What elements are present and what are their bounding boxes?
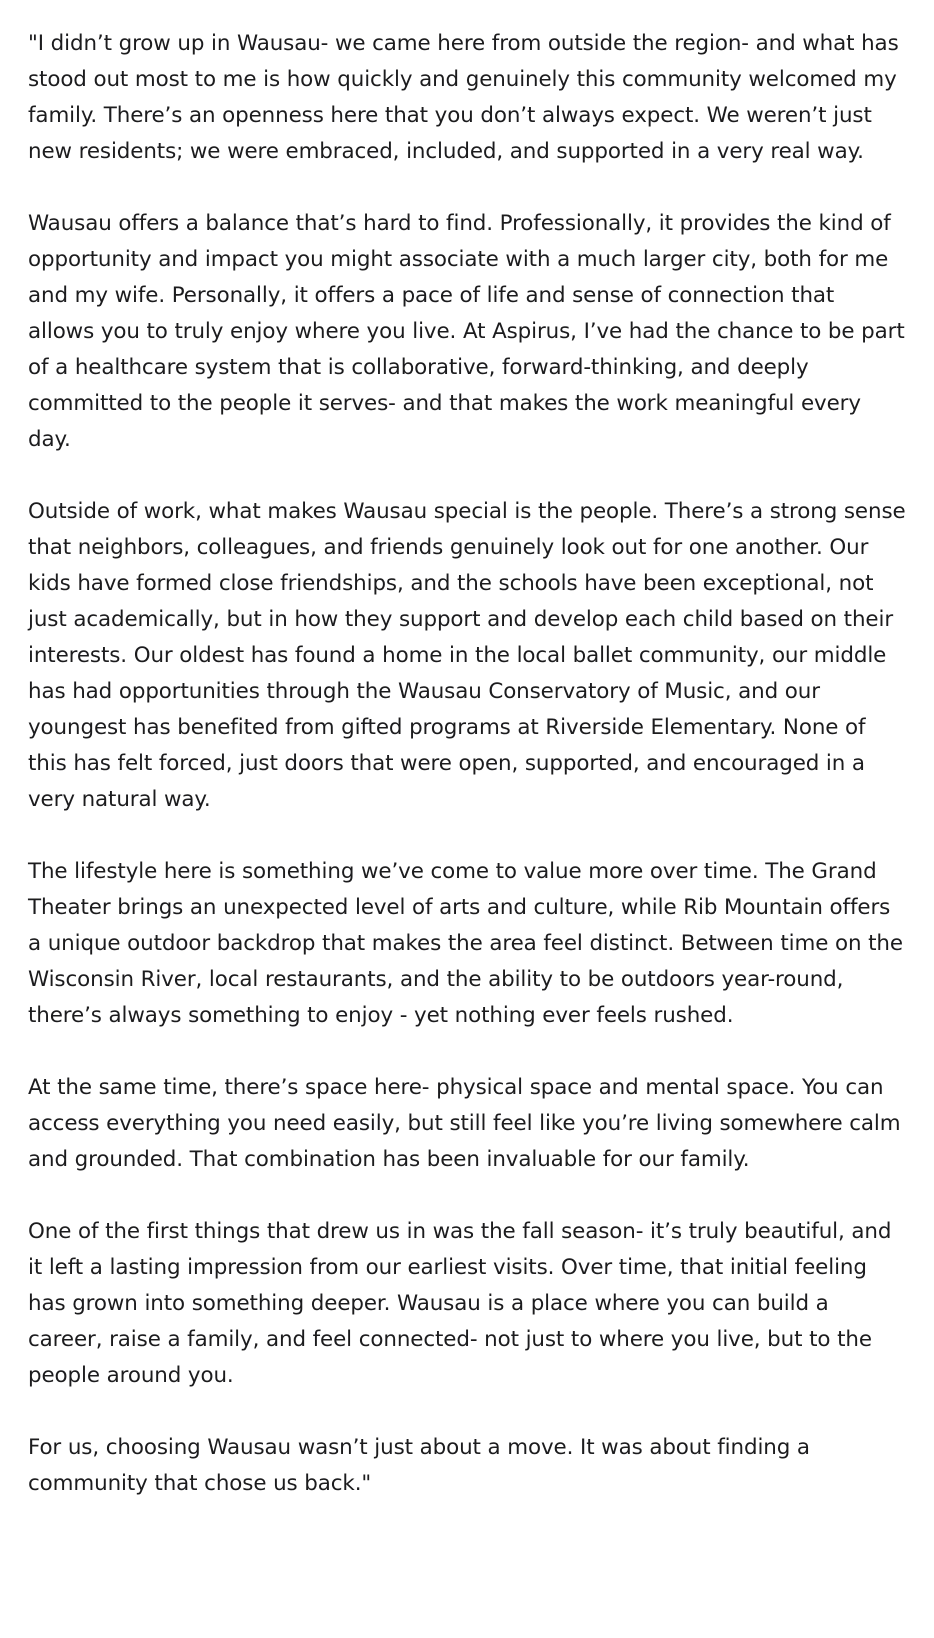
paragraph-3: Outside of work, what makes Wausau special is the people. There’s a strong sense that neighbors, colleagues, and friends genuinely look out for one another. Our kids have formed close friendships, and the schools have been exceptional, not just academically, but in how they support and develop each child based on their interests. Our oldest has found a home in the local ballet community, our middle has had opportunities through the Wausau Conservatory of Music, and our youngest has benefited from gifted programs at Riverside Elementary. None of this has felt forced, just doors that were open, supported, and encouraged in a very natural way. bbox=[28, 499, 906, 812]
paragraph-1: "I didn’t grow up in Wausau- we came here from outside the region- and what has stood out most to me is how quickly and genuinely this community welcomed my family. There’s an openness here that you don’t always expect. We weren’t just new residents; we were embraced, included, and supported in a very real way. bbox=[28, 31, 899, 164]
paragraph-4: The lifestyle here is something we’ve come to value more over time. The Grand Theater brings an unexpected level of arts and culture, while Rib Mountain offers a unique outdoor backdrop that makes the area feel distinct. Between time on the Wisconsin River, local restaurants, and the ability to be outdoors year-round, there’s always something to enjoy - yet nothing ever feels rushed. bbox=[28, 859, 903, 1028]
paragraph-7: For us, choosing Wausau wasn’t just about a move. It was about finding a community that chose us back." bbox=[28, 1435, 810, 1496]
paragraph-2: Wausau offers a balance that’s hard to find. Professionally, it provides the kind of opportunity and impact you might associate with a much larger city, both for me and my wife. Personally, it offers a pace of life and sense of connection that allows you to truly enjoy where you live. At Aspirus, I’ve had the chance to be part of a healthcare system that is collaborative, forward-thinking, and deeply committed to the people it serves- and that makes the work meaningful every day. bbox=[28, 211, 905, 452]
paragraph-5: At the same time, there’s space here- physical space and mental space. You can access everything you need easily, but still feel like you’re living somewhere calm and grounded. That combination has been invaluable for our family. bbox=[28, 1075, 901, 1172]
paragraph-6: One of the first things that drew us in was the fall season- it’s truly beautiful, and it left a lasting impression from our earliest visits. Over time, that initial feeling has grown into something deeper. Wausau is a place where you can build a career, raise a family, and feel connected- not just to where you live, but to the people around you. bbox=[28, 1219, 892, 1388]
